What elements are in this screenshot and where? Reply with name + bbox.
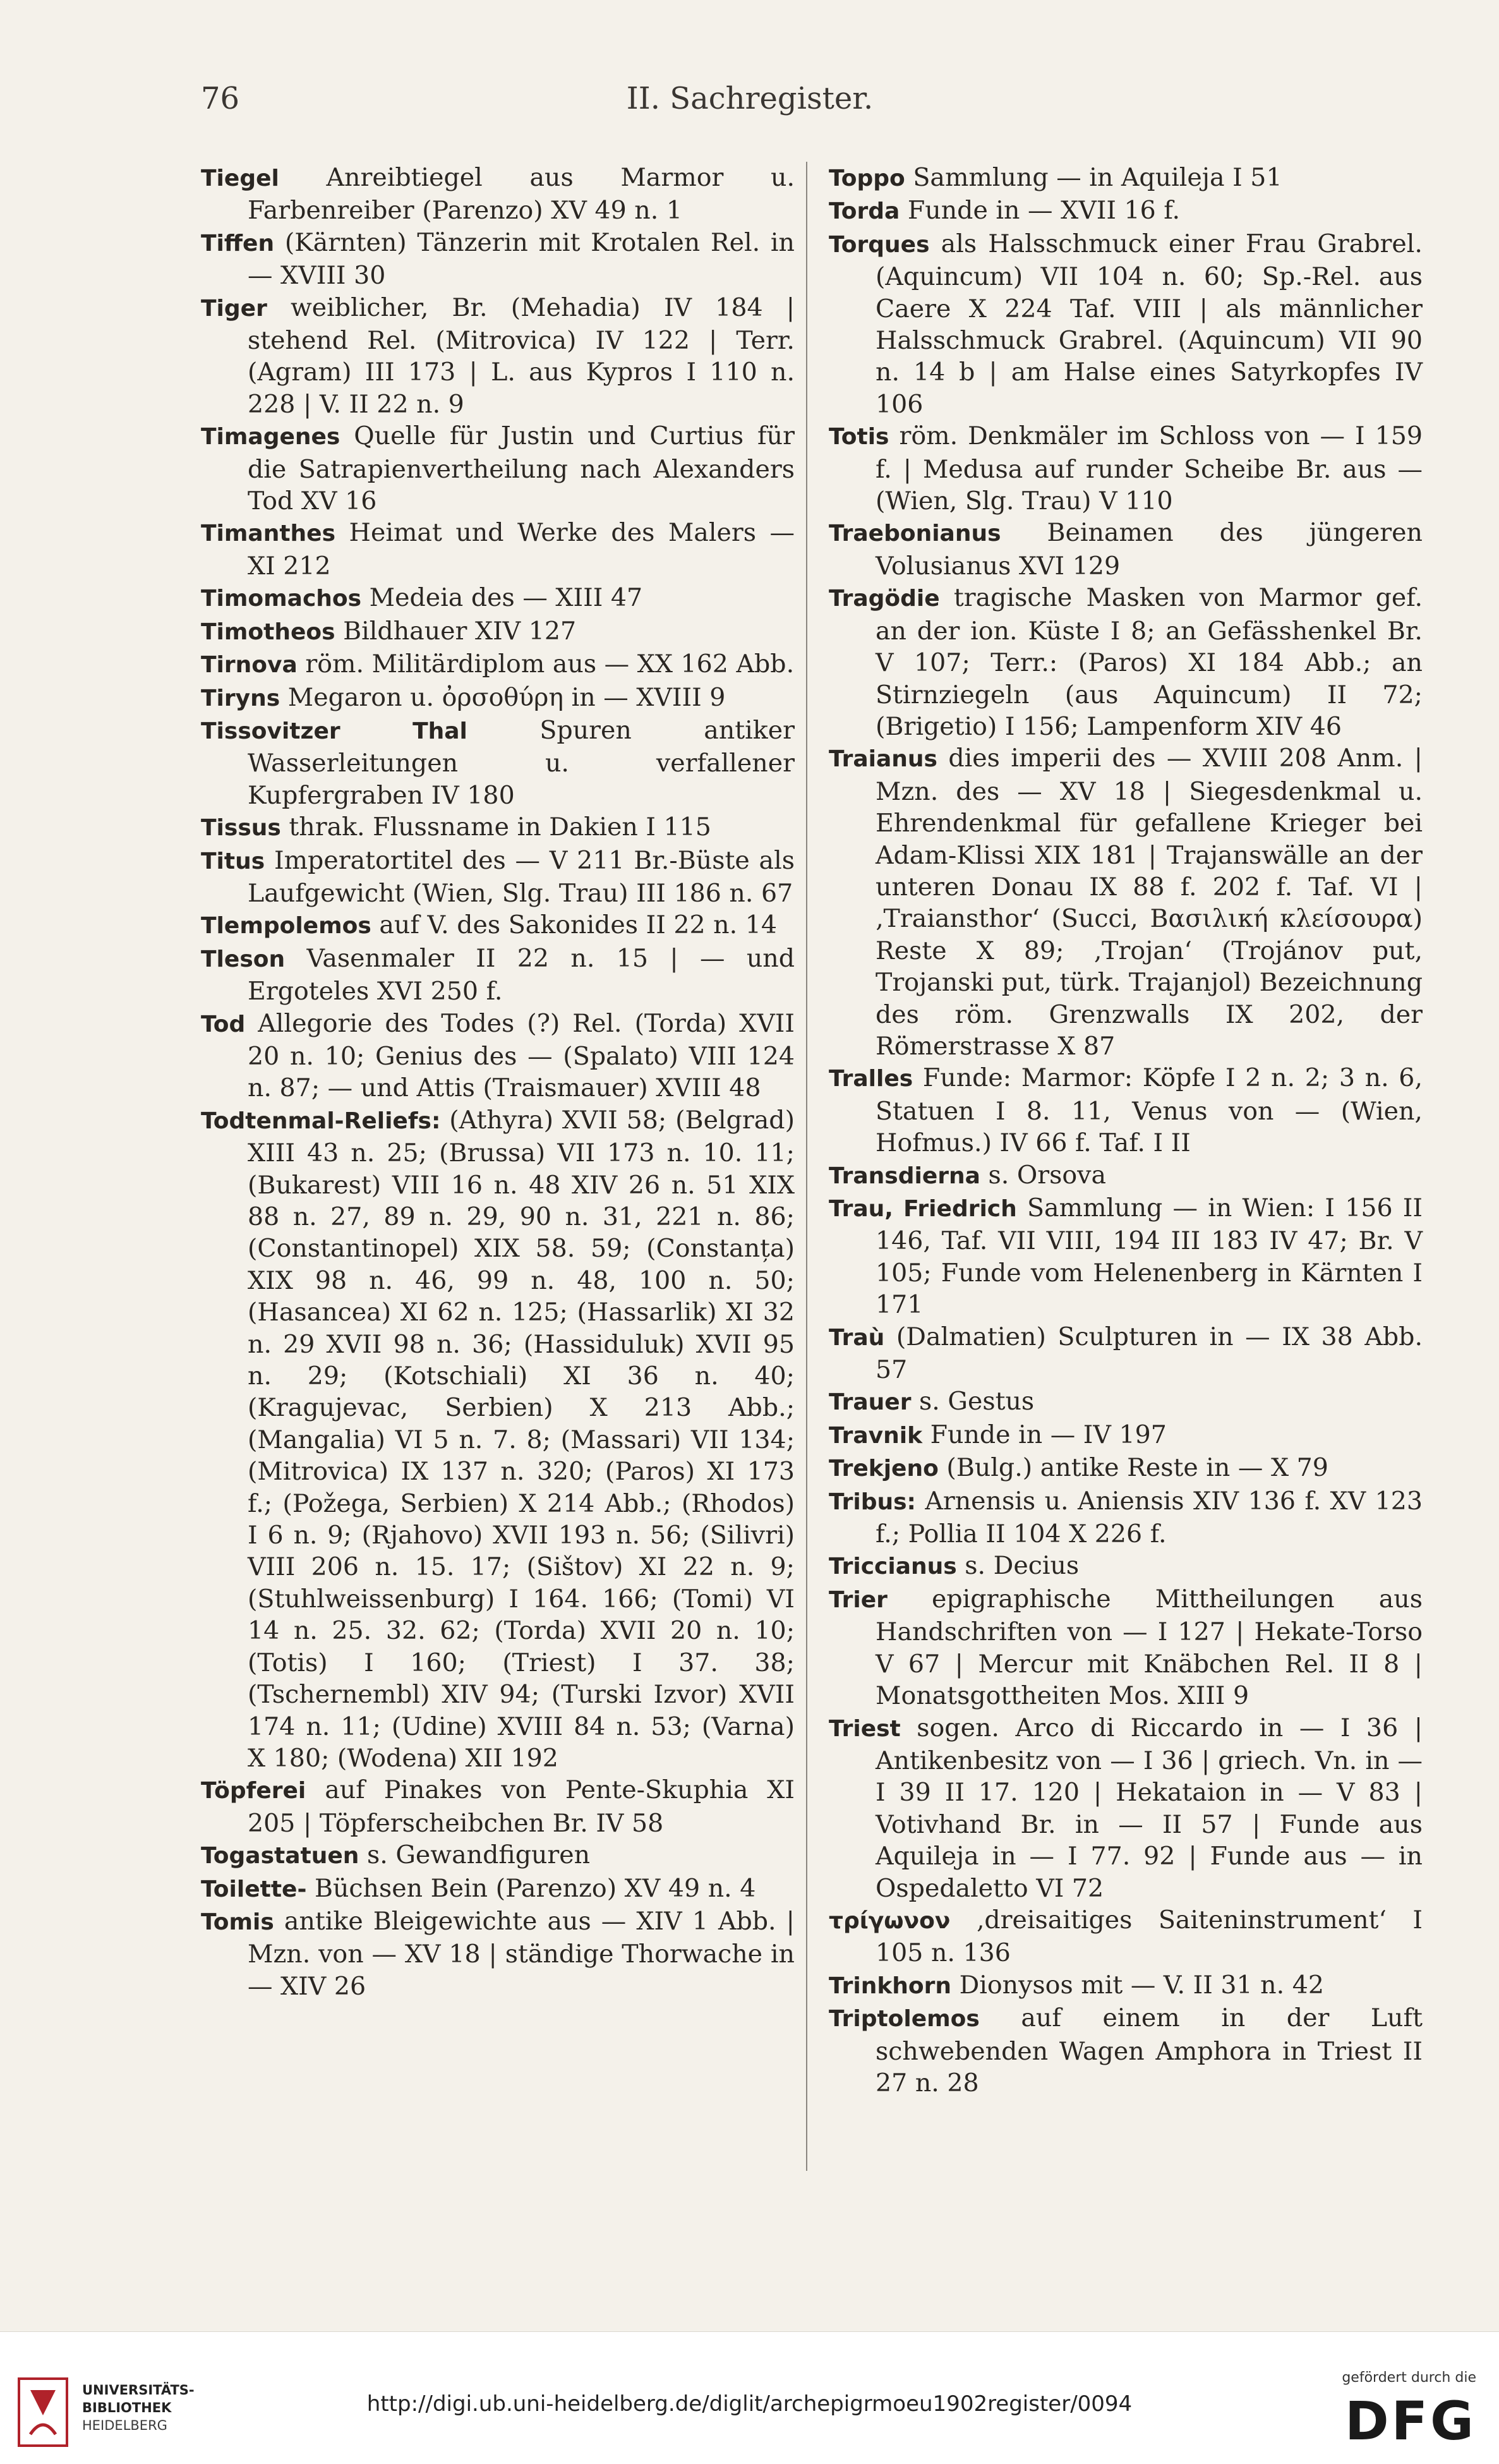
index-term: Tiger <box>201 295 267 322</box>
source-url-link[interactable]: http://digi.ub.uni-heidelberg.de/diglit/archepigrmoeu1902register/0094 <box>366 2391 1133 2417</box>
index-references: röm. Denkmäler im Schloss von — I 159 f. | Medusa auf runder Scheibe Br. aus — (Wien, Slg. Trau) V 110 <box>876 421 1423 516</box>
index-entry <box>201 420 795 517</box>
index-entry <box>829 1062 1423 1159</box>
index-references: Sammlung — in Wien: I 156 II 146, Taf. VII VIII, 194 III 183 IV 47; Br. V 105; Funde vom Helenenberg in Kärnten I 171 <box>876 1193 1423 1320</box>
index-entry <box>829 420 1423 517</box>
index-references: Dionysos mit — V. II 31 n. 42 <box>959 1970 1324 2000</box>
index-entry <box>201 909 795 942</box>
index-term: Tissus <box>201 815 281 842</box>
index-term: Timanthes <box>201 521 336 547</box>
index-entry <box>829 228 1423 420</box>
index-entry <box>829 162 1423 195</box>
index-term: Tissovitzer Thal <box>201 718 467 744</box>
index-entry <box>829 1192 1423 1321</box>
index-references: thrak. Flussname in Dakien I 115 <box>289 812 711 842</box>
index-term: Tiffen <box>201 230 275 257</box>
index-references: Quelle für Justin und Curtius für die Satrapienvertheilung nach Alexanders Tod XV 16 <box>248 421 795 516</box>
index-term: Timotheos <box>201 619 335 645</box>
index-term: τρίγωνον <box>829 1907 951 1934</box>
footer-bar <box>0 2331 1499 2464</box>
index-entry <box>829 582 1423 742</box>
index-references: Sammlung — in Aquileja I 51 <box>913 163 1282 192</box>
index-entry <box>829 1485 1423 1550</box>
library-line-1: UNIVERSITÄTS- <box>82 2382 195 2398</box>
index-entry <box>829 1550 1423 1583</box>
index-term: Toppo <box>829 166 905 191</box>
index-entry <box>201 1774 795 1839</box>
index-term: Triptolemos <box>829 2006 980 2032</box>
index-references: Bildhauer XIV 127 <box>343 616 577 646</box>
index-references: auf einem in der Luft schwebenden Wagen Amphora in Triest II 27 n. 28 <box>876 2003 1423 2098</box>
index-references: Medeia des — XIII 47 <box>369 583 643 613</box>
index-entry <box>829 1159 1423 1192</box>
index-term: Triest <box>829 1715 901 1742</box>
index-references: Büchsen Bein (Parenzo) XV 49 n. 4 <box>314 1873 756 1903</box>
index-term: Travnik <box>829 1422 923 1449</box>
index-references: Heimat und Werke des Malers — XI 212 <box>248 518 795 581</box>
index-references: Spuren antiker Wasserleitungen u. verfallener Kupfergraben IV 180 <box>248 715 795 810</box>
index-term: Töpferei <box>201 1778 306 1804</box>
index-term: Torques <box>829 231 930 258</box>
index-entry <box>201 811 795 844</box>
index-term: Trauer <box>829 1389 912 1416</box>
library-line-3: HEIDELBERG <box>82 2418 167 2433</box>
index-entry <box>201 582 795 615</box>
index-term: Tleson <box>201 946 286 972</box>
index-references: Anreibtiegel aus Marmor u. Farbenreiber (Parenzo) XV 49 n. 1 <box>248 163 795 226</box>
page-header <box>201 81 1299 125</box>
index-entry <box>201 845 795 910</box>
index-entry <box>201 715 795 811</box>
index-references: s. Gewandfiguren <box>366 1840 591 1870</box>
index-term: Totis <box>829 424 889 450</box>
index-term: Togastatuen <box>201 1843 359 1869</box>
index-references: s. Gestus <box>919 1387 1035 1416</box>
index-entry <box>201 1008 795 1104</box>
index-entry <box>201 682 795 715</box>
left-column <box>201 162 795 2002</box>
index-entry <box>829 195 1423 227</box>
index-references: (Athyra) XVII 58; (Belgrad) XIII 43 n. 25; (Brussa) VII 173 n. 10. 11; (Bukarest) VIII 16 n. 48 XIV 26 n. 51 XIX 88 n. 27, 89 n. 29, 90 n. 31, 221 n. 86; (Constantinopel) XIX 58. 59; (Constanța) XIX 98 n. 46, 99 n. 48, 100 n. 50; (Hasancea) XI 62 n. 125; (Hassarlik) XI 32 n. 29 XVII 98 n. 36; (Hassiduluk) XVII 95 n. 29; (Kotschiali) XI 36 n. 40; (Kragujevac, Serbien) X 213 Abb.; (Mangalia) VI 5 n. 7. 8; (Massari) VII 134; (Mitrovica) IX 137 n. 320; (Paros) XI 173 f.; (Požega, Serbien) X 214 Abb.; (Rhodos) I 6 n. 9; (Rjahovo) XVII 193 n. 56; (Silivri) VIII 206 n. 15. 17; (Sištov) XI 22 n. 9; (Stuhlweissenburg) I 164. 166; (Tomi) VI 14 n. 25. 32. 62; (Torda) XVII 20 n. 10; (Totis) I 160; (Triest) I 37. 38; (Tschernembl) XIV 94; (Turski Izvor) XVII 174 n. 11; (Udine) XVIII 84 n. 53; (Varna) X 180; (Wodena) XII 192 <box>248 1105 795 1773</box>
index-references: tragische Masken von Marmor gef. an der ion. Küste I 8; an Gefässhenkel Br. V 107; Terr.: (Paros) XI 184 Abb.; an Stirnziegeln (aus Aquincum) II 72; (Brigetio) I 156; Lampenform XIV 46 <box>876 583 1423 741</box>
index-entry <box>829 517 1423 582</box>
index-entry <box>829 1904 1423 1969</box>
index-term: Titus <box>201 848 265 874</box>
index-references: Funde in — XVII 16 f. <box>907 196 1181 226</box>
index-references: (Dalmatien) Sculpturen in — IX 38 Abb. 57 <box>876 1322 1423 1385</box>
index-term: Traebonianus <box>829 521 1001 547</box>
index-term: Tlempolemos <box>201 913 371 939</box>
dfg-logo: DFG <box>1344 2390 1476 2452</box>
index-entry <box>829 1321 1423 1386</box>
index-references: antike Bleigewichte aus — XIV 1 Abb. | Mzn. von — XV 18 | ständige Thorwache in — XIV 26 <box>248 1906 795 2001</box>
index-references: sogen. Arco di Riccardo in — I 36 | Antikenbesitz von — I 36 | griech. Vn. in — I 39 II 17. 120 | Hekataion in — V 83 | Votivhand Br. in — II 57 | Funde aus Aquileja in — I 77. 92 | Funde aus — in Ospedaletto VI 72 <box>876 1713 1423 1903</box>
index-entry <box>829 1452 1423 1485</box>
index-term: Timagenes <box>201 424 340 450</box>
index-entry <box>829 2002 1423 2099</box>
index-entry <box>829 742 1423 1062</box>
column-divider <box>806 162 807 2171</box>
index-entry <box>201 162 795 227</box>
index-term: Tiryns <box>201 685 280 711</box>
index-entry <box>201 1839 795 1872</box>
index-entry <box>201 615 795 648</box>
library-line-2: BIBLIOTHEK <box>82 2400 172 2415</box>
index-references: Funde: Marmor: Köpfe I 2 n. 2; 3 n. 6, Statuen I 8. 11, Venus von — (Wien, Hofmus.) IV 66 f. Taf. I II <box>876 1063 1423 1158</box>
index-references: auf V. des Sakonides II 22 n. 14 <box>379 910 777 940</box>
index-references: Arnensis u. Aniensis XIV 136 f. XV 123 f.; Pollia II 104 X 226 f. <box>876 1486 1423 1549</box>
index-references: s. Decius <box>965 1551 1080 1581</box>
index-term: Tralles <box>829 1066 913 1092</box>
index-entry <box>829 1969 1423 2002</box>
index-entry <box>829 1386 1423 1418</box>
index-term: Tod <box>201 1011 246 1037</box>
index-references: Imperatortitel des — V 211 Br.-Büste als Laufgewicht (Wien, Slg. Trau) III 186 n. 67 <box>248 845 795 908</box>
index-references: (Kärnten) Tänzerin mit Krotalen Rel. in — XVIII 30 <box>248 227 795 291</box>
index-term: Trier <box>829 1586 888 1613</box>
index-term: Tribus: <box>829 1489 916 1515</box>
index-term: Trekjeno <box>829 1456 939 1482</box>
funding-note: gefördert durch die <box>1342 2370 1476 2386</box>
index-entry <box>201 1905 795 2002</box>
running-title: II. Sachregister. <box>626 81 874 116</box>
index-references: Megaron u. ὀρσοθύρη in — XVIII 9 <box>287 682 726 712</box>
index-term: Trau, Friedrich <box>829 1196 1017 1222</box>
index-references: Funde in — IV 197 <box>930 1420 1167 1449</box>
index-entry <box>829 1712 1423 1904</box>
index-term: Todtenmal-Reliefs: <box>201 1108 441 1134</box>
index-entry <box>201 1104 795 1775</box>
index-term: Torda <box>829 198 900 225</box>
index-term: Transdierna <box>829 1163 980 1189</box>
index-term: Triccianus <box>829 1554 957 1580</box>
index-term: Tragödie <box>829 586 940 612</box>
index-references: auf Pinakes von Pente-Skuphia XI 205 | Töpferscheibchen Br. IV 58 <box>248 1775 795 1838</box>
index-references: s. Orsova <box>988 1160 1107 1190</box>
index-entry <box>829 1419 1423 1452</box>
index-references: dies imperii des — XVIII 208 Anm. | Mzn. des — XV 18 | Siegesdenkmal u. Ehrendenkmal für gefallene Krieger bei Adam-Klissi XIX 181 | Trajanswälle an der unteren Donau IX 88 f. 202 f. Taf. VI | ‚Traiansthor‘ (Succi, Βασιλική κλείσουρα) Reste X 89; ‚Trojan‘ (Trojánov put, Trojanski put, türk. Trajanjol) Bezeichnung des röm. Grenzwalls IX 202, der Römerstrasse X 87 <box>876 744 1423 1061</box>
index-references: Beinamen des jüngeren Volusianus XVI 129 <box>876 518 1423 581</box>
page-number: 76 <box>201 81 240 116</box>
index-entry <box>201 943 795 1008</box>
index-entry <box>201 648 795 681</box>
index-term: Tirnova <box>201 652 298 679</box>
index-references: (Bulg.) antike Reste in — X 79 <box>946 1453 1328 1483</box>
index-term: Timomachos <box>201 586 362 612</box>
index-references: weiblicher, Br. (Mehadia) IV 184 | stehend Rel. (Mitrovica) IV 122 | Terr. (Agram) III 173 | L. aus Kypros I 110 n. 228 | V. II 22 n. 9 <box>248 293 795 419</box>
index-references: ‚dreisaitiges Saiteninstrument‘ I 105 n. 136 <box>876 1905 1423 1968</box>
index-term: Traù <box>829 1324 885 1351</box>
index-entry <box>201 292 795 421</box>
index-entry <box>201 227 795 292</box>
index-term: Trinkhorn <box>829 1972 952 1999</box>
index-references: Vasenmaler II 22 n. 15 | — und Ergoteles XVI 250 f. <box>248 943 795 1006</box>
index-entry <box>829 1583 1423 1712</box>
index-entry <box>201 517 795 582</box>
right-column <box>829 162 1423 2099</box>
index-term: Toilette- <box>201 1876 307 1902</box>
index-references: röm. Militärdiplom aus — XX 162 Abb. <box>305 649 795 679</box>
index-entry <box>201 1873 795 1905</box>
index-term: Tiegel <box>201 166 279 191</box>
index-term: Tomis <box>201 1909 274 1935</box>
index-references: als Halsschmuck einer Frau Grabrel. (Aquincum) VII 104 n. 60; Sp.-Rel. aus Caere X 224 Taf. VIII | als männlicher Halsschmuck Grabrel. (Aquincum) VII 90 n. 14 b | am Halse eines Satyrkopfes IV 106 <box>876 229 1423 419</box>
index-term: Traianus <box>829 746 937 773</box>
index-references: Allegorie des Todes (?) Rel. (Torda) XVII 20 n. 10; Genius des — (Spalato) VIII 124 n. 87; — und Attis (Traismauer) XVIII 48 <box>248 1008 795 1103</box>
index-references: epigraphische Mittheilungen aus Handschriften von — I 127 | Hekate-Torso V 67 | Mercur mit Knäbchen Rel. II 8 | Monatsgottheiten Mos. XIII 9 <box>876 1584 1423 1711</box>
